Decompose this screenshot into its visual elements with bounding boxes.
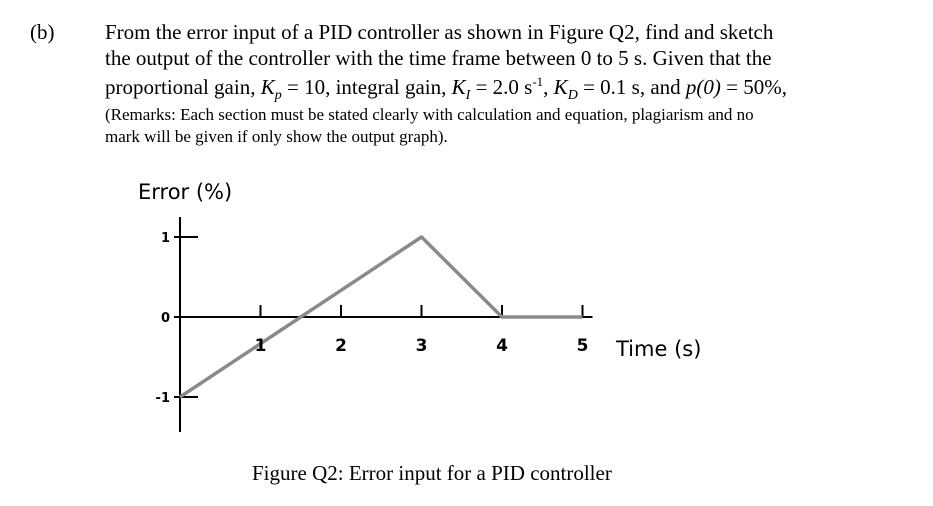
p0-symbol: p(0) [685, 75, 721, 99]
ki-sub: I [465, 88, 471, 104]
x-tick-label: 3 [415, 336, 428, 356]
chart-axes [180, 217, 593, 432]
x-tick-label: 4 [496, 336, 508, 356]
ki-exp: -1 [532, 74, 544, 89]
question-line-1: From the error input of a PID controller as shown in Figure Q2, find and sketch [105, 20, 774, 44]
x-axis-title: Time (s) [616, 337, 702, 361]
remark-line-2: mark will be given if only show the output graph). [105, 127, 448, 146]
ki-value: = 2.0 s [470, 75, 533, 99]
y-tick-label: 0 [160, 311, 170, 326]
kd-value: = 0.1 s, and [577, 75, 686, 99]
kp-sub: p [274, 88, 282, 104]
ki-symbol: K [451, 75, 466, 99]
x-tick-label: 1 [254, 336, 267, 356]
remark-line-1: (Remarks: Each section must be stated clearly with calculation and equation, plagiarism and no [105, 105, 754, 124]
figure-caption: Figure Q2: Error input for a PID controller [252, 461, 612, 485]
ki-comma: , [543, 75, 554, 99]
kp-value: = 10, integral gain, [281, 75, 452, 99]
y-tick-label: -1 [155, 391, 170, 406]
question-line-2: the output of the controller with the time frame between 0 to 5 s. Given that the [105, 46, 772, 70]
x-tick-label: 5 [576, 336, 589, 356]
kd-sub: D [567, 88, 578, 104]
p0-value: = 50%, [720, 75, 787, 99]
y-axis-title: Error (%) [138, 180, 233, 204]
y-tick-label: 1 [160, 231, 170, 246]
x-tick-label: 2 [335, 336, 347, 356]
line3-prefix: proportional gain, [105, 75, 261, 99]
kd-symbol: K [553, 75, 568, 99]
kp-symbol: K [260, 75, 275, 99]
part-label: (b) [30, 20, 55, 44]
chart-labels [138, 180, 701, 406]
